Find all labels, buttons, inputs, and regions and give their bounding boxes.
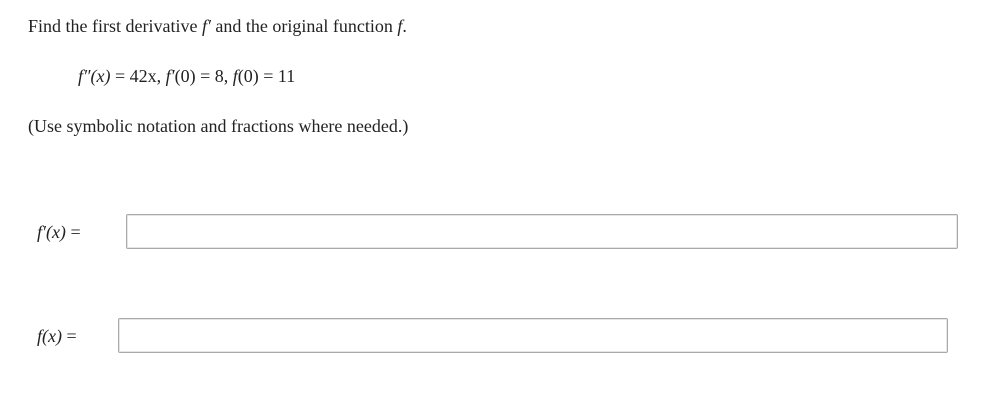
eq-x-arg: (x): [90, 66, 111, 86]
prompt-f-symbol: f: [397, 16, 403, 36]
f-label-arg: (x): [42, 326, 62, 346]
prompt-text-start: Find the first derivative: [28, 16, 202, 36]
eq-fprime: f′: [165, 66, 175, 86]
fprime-answer-input[interactable]: [126, 214, 958, 249]
f-label-equals: =: [62, 326, 77, 346]
eq-zero-arg-2: (0): [237, 66, 259, 86]
fprime-answer-label: [37, 220, 81, 244]
fprime-label-equals: =: [65, 222, 81, 242]
f-label-func: f: [37, 326, 43, 346]
eq-fdoubleprime: f″: [78, 66, 91, 86]
eq-equals-42x: = 42x,: [110, 66, 166, 86]
eq-f: f: [232, 66, 238, 86]
eq-equals-8: = 8,: [195, 66, 233, 86]
f-answer-label: [37, 324, 77, 348]
prompt-text-middle: and the original function: [210, 16, 398, 36]
prompt-text-end: .: [402, 16, 407, 36]
f-answer-input[interactable]: [118, 318, 948, 353]
eq-zero-arg-1: (0): [174, 66, 196, 86]
fprime-label-func: f′: [37, 222, 46, 242]
prompt-fprime-symbol: f′: [201, 16, 211, 36]
given-conditions-equation: [78, 64, 295, 88]
fprime-label-arg: (x): [45, 222, 66, 242]
problem-prompt: [28, 14, 407, 38]
eq-equals-11: = 11: [258, 66, 296, 86]
notation-hint: (Use symbolic notation and fractions where needed.): [28, 116, 409, 136]
